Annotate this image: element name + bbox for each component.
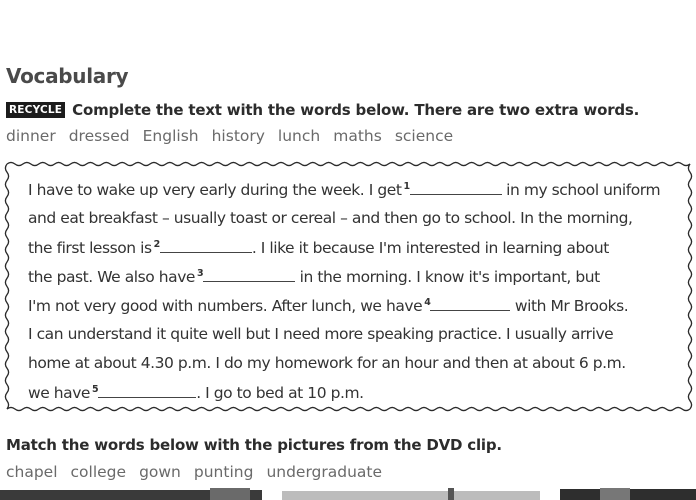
line-text: home at about 4.30 p.m. I do my homework for an hour and then at about 6 p.m. [28, 354, 626, 372]
line-text: and eat breakfast – usually toast or cereal – and then go to school. In the morning, [28, 209, 633, 227]
line-text: I'm not very good with numbers. After lunch, we have [28, 297, 423, 315]
line-text: I can understand it quite well but I need more speaking practice. I usually arrive [28, 325, 614, 343]
blank-gap-3[interactable] [203, 267, 295, 282]
line-text: in my school uniform [506, 181, 661, 199]
line-text: the first lesson is [28, 239, 152, 257]
gap-number: 4 [424, 296, 431, 308]
gap-number: 5 [92, 383, 99, 395]
word-bank-item: history [211, 127, 265, 145]
dvd-picture-3-detail [600, 488, 630, 500]
blank-gap-1[interactable] [410, 180, 502, 195]
blank-gap-2[interactable] [160, 238, 252, 253]
text-line-2 [28, 209, 632, 227]
text-line-5 [28, 296, 628, 315]
text-line-8 [28, 383, 364, 402]
recycle-tag: RECYCLE [6, 102, 65, 118]
word-bank-item: English [142, 127, 199, 145]
dvd-pictures-strip [0, 488, 696, 500]
gap-number: 1 [403, 180, 410, 192]
text-line-4 [28, 267, 600, 286]
line-text: in the morning. I know it's important, but [299, 268, 600, 286]
dvd-picture-2-detail [448, 488, 454, 500]
word-bank-item: dressed [68, 127, 130, 145]
dvd-picture-2[interactable] [282, 491, 540, 500]
blank-gap-4[interactable] [430, 296, 510, 311]
line-text: . I like it because I'm interested in learning about [251, 239, 609, 257]
dvd-word-bank [6, 463, 382, 481]
text-line-1 [28, 180, 660, 199]
word-bank-item: college [70, 463, 127, 481]
text-line-7 [28, 354, 626, 372]
word-bank-item: punting [193, 463, 254, 481]
section-heading: Vocabulary [6, 64, 129, 88]
line-text: I have to wake up very early during the week. I get [28, 181, 402, 199]
line-text: the past. We also have [28, 268, 196, 286]
word-bank-item: chapel [6, 463, 58, 481]
line-text: we have [28, 384, 91, 402]
text-line-3 [28, 238, 609, 257]
word-bank-item: undergraduate [266, 463, 383, 481]
gap-number: 2 [153, 238, 160, 250]
dvd-picture-1-detail [210, 488, 250, 500]
word-bank-item: gown [139, 463, 181, 481]
instruction-text: Complete the text with the words below. There are two extra words. [72, 101, 640, 119]
word-bank-item: dinner [6, 127, 56, 145]
line-text: . I go to bed at 10 p.m. [196, 384, 364, 402]
word-bank-item: science [394, 127, 454, 145]
line-text: with Mr Brooks. [514, 297, 629, 315]
blank-gap-5[interactable] [98, 383, 196, 398]
text-line-6 [28, 325, 613, 343]
gap-number: 3 [197, 267, 204, 279]
word-bank-item: maths [333, 127, 382, 145]
dvd-instruction: Match the words below with the pictures from the DVD clip. [6, 436, 502, 454]
word-bank-item: lunch [277, 127, 321, 145]
